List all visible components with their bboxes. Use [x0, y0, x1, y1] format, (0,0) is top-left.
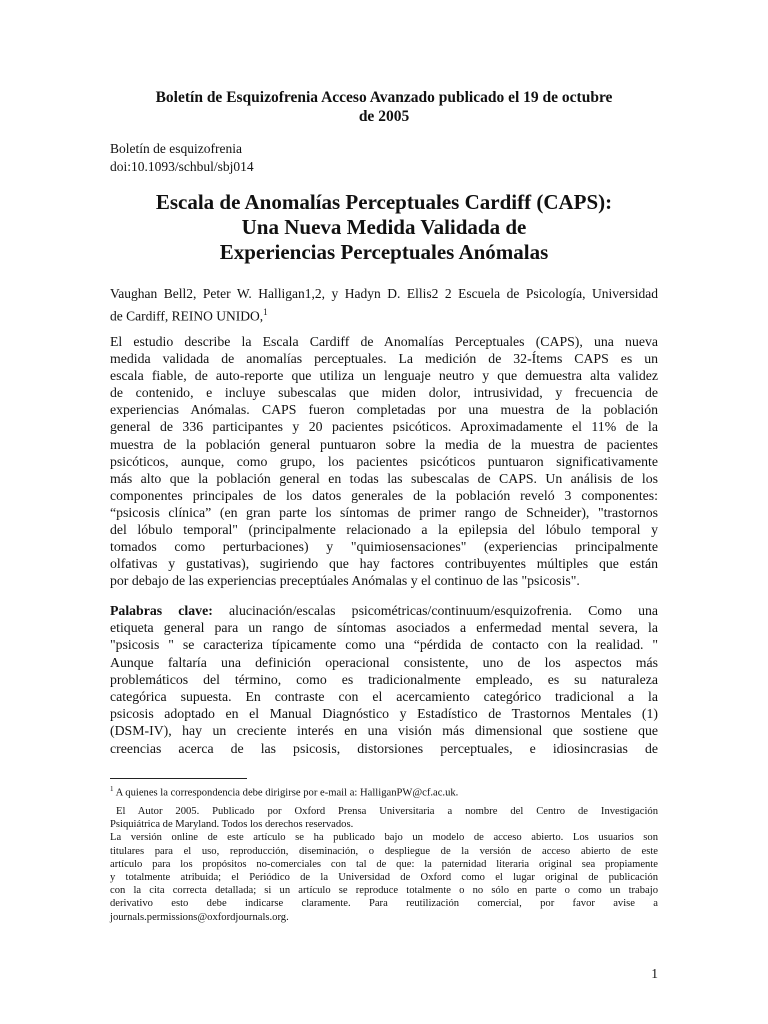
title-line-1: Escala de Anomalías Perceptuales Cardiff (CAPS): [155, 190, 613, 214]
body-line: problemáticos del término, como es tradicionalmente empleado, es su naturaleza [110, 671, 658, 687]
article-title [110, 190, 658, 265]
footnote-text: A quienes la correspondencia debe dirigirse por e-mail a: HalliganPW@cf.ac.uk. [113, 787, 459, 799]
copyright-line: El Autor 2005. Publicado por Oxford Prensa Universitaria a nombre del Centro de Investigación [116, 806, 658, 817]
footnote-number: 1 [110, 785, 114, 793]
footnote-divider [110, 778, 247, 779]
title-line-3: Experiencias Perceptuales Anómalas [219, 240, 549, 264]
copyright-line: derivativo esto debe indicarse claramente. Para reutilización comercial, por favor avise a [110, 898, 658, 910]
abstract-line: de contenido, e incluye subescalas que miden dolor, intrusividad, y frecuencia de [110, 385, 658, 401]
abstract-line: más alto que la población general en todas las subescalas de CAPS. Un análisis de los [110, 470, 658, 486]
journal-header-line-2: de 2005 [358, 108, 410, 125]
abstract-line: experiencias Anómalas. CAPS fueron completadas por una muestra de la población [110, 402, 658, 418]
copyright-line: con la cita correcta detallada; si un artículo se reproduce totalmente o no sólo en parte o como un trabajo [110, 885, 658, 897]
title-line-2: Una Nueva Medida Validada de [241, 215, 527, 239]
abstract-line: “psicosis clínica” (en gran parte los síntomas de primer rango de Schneider), "trastornos [110, 504, 658, 520]
abstract-line: El estudio describe la Escala Cardiff de Anomalías Perceptuales (CAPS), una nueva [110, 334, 658, 349]
abstract-line: tomados como perturbaciones) y "quimiosensaciones" (experiencias principalmente [110, 539, 658, 555]
authors-affiliation: de Cardiff, REINO UNIDO, [110, 308, 264, 324]
body-line: etiqueta general para un rango de síntomas asociados a enfermedad mental severa, la [110, 620, 658, 636]
copyright-line: La versión online de este artículo se ha publicado bajo un modelo de acceso abierto. Los usuarios son [110, 832, 658, 844]
journal-name: Boletín de esquizofrenia [110, 141, 242, 156]
keywords-text: alucinación/escalas psicométricas/continuum/esquizofrenia. Como una [212, 603, 658, 618]
abstract-line: componentes principales de los datos generales de la población reveló 3 componentes: [110, 487, 658, 503]
authors-line-2 [110, 303, 658, 326]
journal-meta [110, 140, 254, 176]
authors [110, 284, 658, 326]
body-line: categórica supuesta. En contraste con el acercamiento categórico tradicional a la [110, 689, 658, 705]
page-number: 1 [651, 966, 658, 981]
copyright-line: Psiquiátrica de Maryland. Todos los derechos reservados. [110, 819, 354, 831]
doi: doi:10.1093/schbul/sbj014 [110, 159, 254, 174]
copyright-line: titulares para el uso, reproducción, diseminación, o despliegue de la versión de acceso abierto de este [110, 845, 658, 857]
abstract-line: del lóbulo temporal" (principalmente relacionado a la epilepsia del lóbulo temporal y [110, 522, 658, 538]
copyright-line: y totalmente atribuida; el Periódico de la Universidad de Oxford como el lugar original de publicación [110, 872, 658, 884]
keywords-first-line [110, 602, 658, 619]
abstract-line: psicóticos, aunque, como grupo, los pacientes psicóticos puntuaron significativamente [110, 453, 658, 469]
copyright-line: journals.permissions@oxfordjournals.org. [110, 911, 289, 923]
abstract-line: olfativas y gustativas), sugiriendo que hay factores contribuyentes múltiples que están [110, 556, 658, 572]
abstract [110, 333, 658, 589]
copyright-line: artículo para los propósitos no-comerciales con tal de que: la paternidad literaria original sea propiamente [110, 858, 658, 870]
journal-header [110, 88, 658, 126]
keywords-label: Palabras clave: [110, 603, 213, 618]
abstract-line: general de 336 participantes y 20 pacientes psicóticos. Aproximadamente el 11% de la [110, 419, 658, 435]
footnote-mark: 1 [263, 307, 268, 317]
body-line: "psicosis " se caracteriza típicamente como una “pérdida de contacto con la realidad. " [110, 637, 658, 653]
body-line: psicosis adoptado en el Manual Diagnóstico y Estadístico de Trastornos Mentales (1) [110, 706, 658, 722]
abstract-line: muestra de la población general puntuaron sobre la media de la muestra de pacientes [110, 436, 658, 452]
abstract-line: medida validada de anomalías perceptuales. La medición de 32-Ítems CAPS es un [110, 351, 658, 367]
abstract-line: escala fiable, de auto-reporte que utiliza un lenguaje neutro y que demuestra alta validez [110, 368, 658, 384]
copyright-notice [110, 805, 658, 924]
authors-line-1: Vaughan Bell2, Peter W. Halligan1,2, y Hadyn D. Ellis2 2 Escuela de Psicología, Universidad [110, 286, 658, 301]
abstract-line: por debajo de las experiencias preceptúales Anómalas y el continuo de las "psicosis". [110, 573, 580, 589]
body-line: (DSM-IV), hay un creciente interés en una visión más dimensional que sostiene que [110, 723, 658, 739]
journal-header-line-1: Boletín de Esquizofrenia Acceso Avanzado publicado el 19 de octubre [155, 89, 613, 106]
body-line: Aunque faltaría una definición operacional consistente, uno de los aspectos más [110, 654, 658, 670]
footnote [110, 783, 658, 800]
keywords-paragraph [110, 602, 658, 757]
body-line: creencias acerca de las psicosis, distorsiones perceptuales, e idiosincrasias de [110, 740, 658, 756]
